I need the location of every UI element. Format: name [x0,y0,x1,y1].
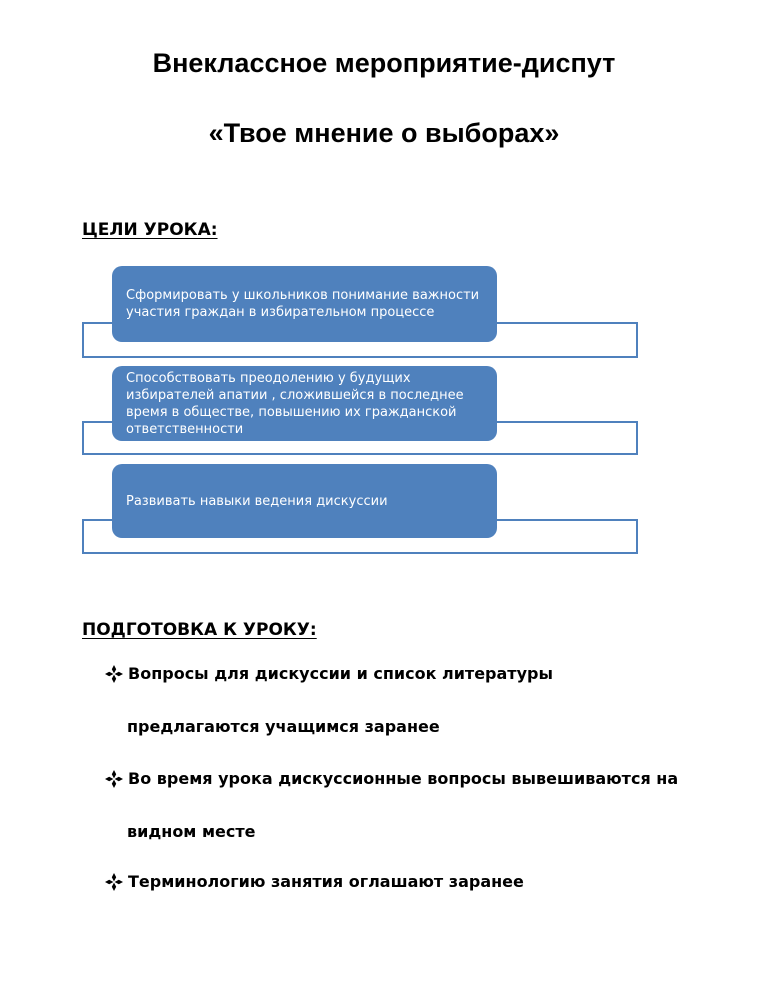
list-item-text-continued: видном месте [127,822,256,841]
goal-text: Развивать навыки ведения дискуссии [126,493,388,509]
list-item-text: Во время урока дискуссионные вопросы вывешиваются на [128,769,679,788]
list-item-text: Терминологию занятия оглашают заранее [128,872,524,891]
goal-text: Сформировать у школьников понимание важности участия граждан в избирательном процессе [126,288,480,320]
page-title: Внеклассное мероприятие-диспут [152,48,616,78]
page-subtitle: «Твое мнение о выборах» [208,118,560,148]
list-item-text-continued: предлагаются учащимся заранее [127,717,440,736]
goal-text: Способствовать преодолению у будущих избирателей апатии , сложившейся в последнее время в обществе, повышению их гражданской ответственности [126,370,464,437]
diamond-bullet-icon [104,872,124,892]
list-item [104,647,744,753]
list-item [104,752,744,858]
preparation-heading: ПОДГОТОВКА К УРОКУ: [82,620,317,640]
list-item [104,855,744,908]
goals-heading: ЦЕЛИ УРОКА: [82,220,218,240]
diamond-bullet-icon [104,769,124,789]
list-item-text: Вопросы для дискуссии и список литературы [128,664,553,683]
goal-box [112,366,497,441]
goal-box [112,266,497,342]
diamond-bullet-icon [104,664,124,684]
goal-box [112,464,497,538]
